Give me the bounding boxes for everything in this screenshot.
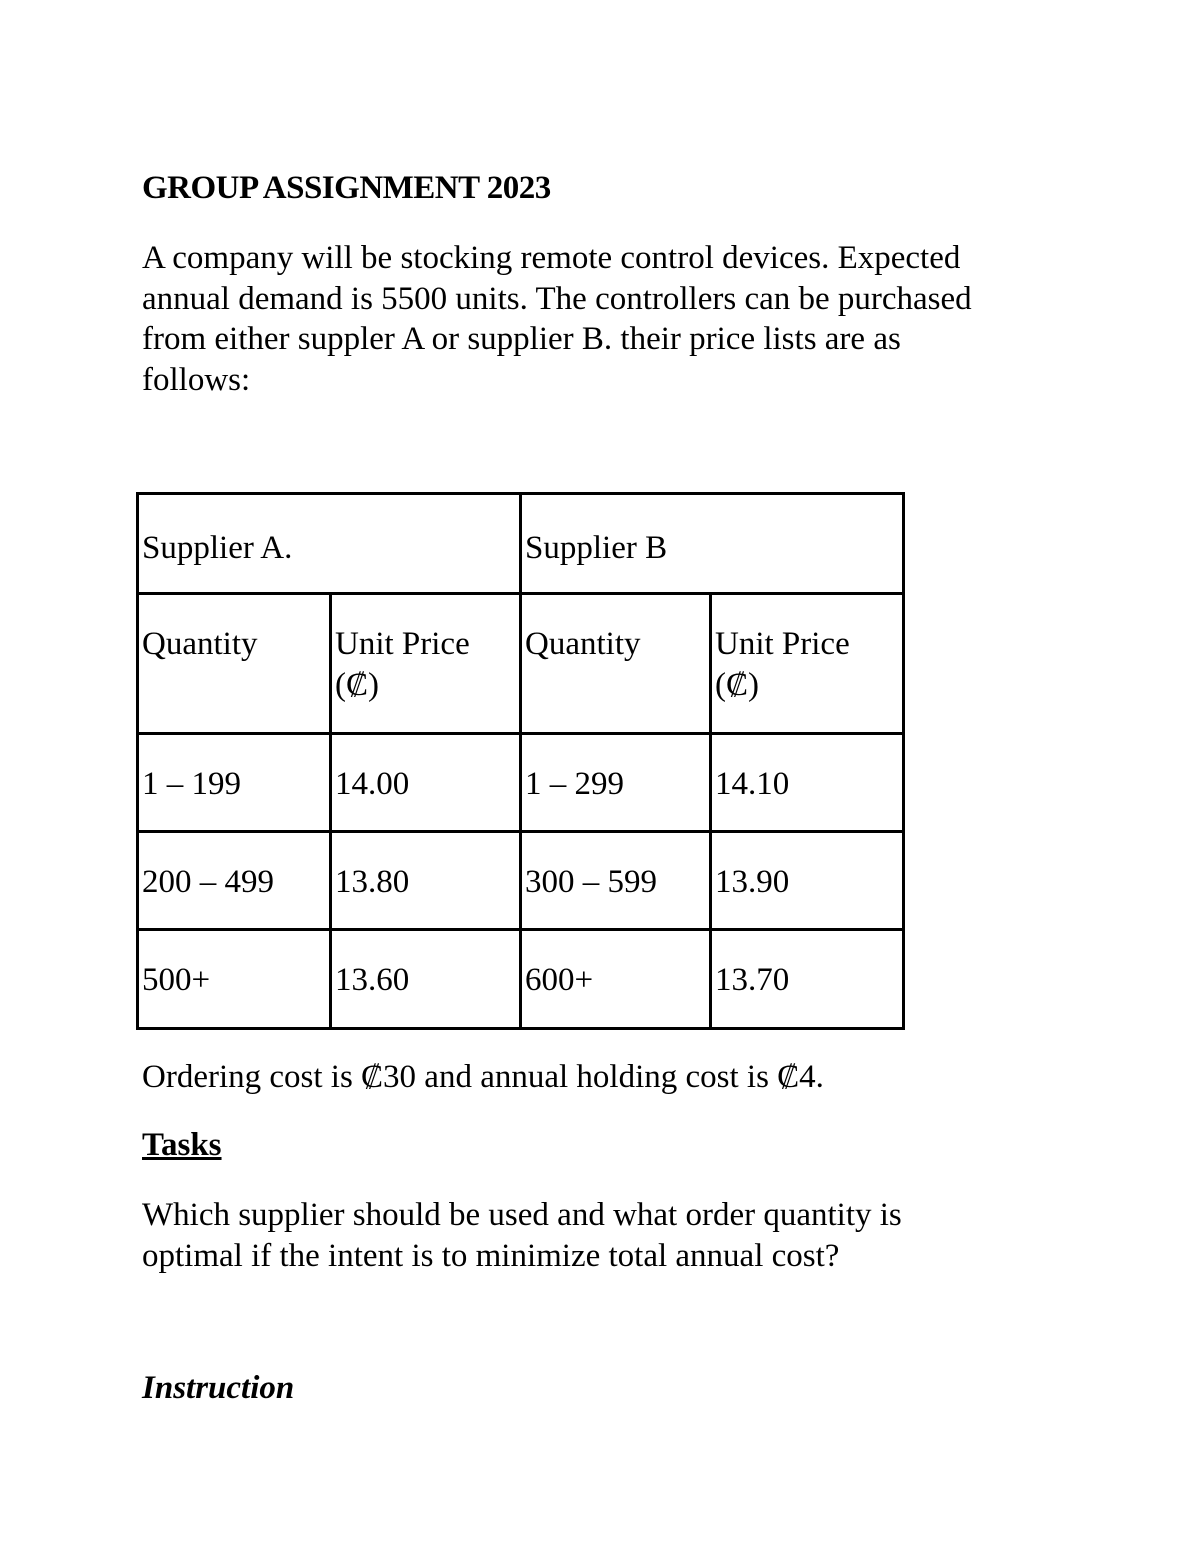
supplier-b-header: Supplier B bbox=[521, 494, 904, 594]
intro-line: A company will be stocking remote control devices. Expected bbox=[142, 240, 961, 276]
supplier-b-quantity-cell: 1 – 299 bbox=[521, 734, 711, 832]
supplier-b-price-cell: 13.90 bbox=[711, 832, 904, 930]
supplier-a-price-cell: 13.60 bbox=[331, 930, 521, 1029]
supplier-b-quantity-header: Quantity bbox=[521, 594, 711, 734]
table-row bbox=[138, 734, 904, 832]
supplier-b-unit-price-header: Unit Price (₡) bbox=[711, 594, 904, 734]
supplier-b-price-cell: 14.10 bbox=[711, 734, 904, 832]
task-question bbox=[142, 1195, 902, 1276]
table-supplier-row bbox=[138, 494, 904, 594]
supplier-b-quantity-cell: 600+ bbox=[521, 930, 711, 1029]
supplier-a-quantity-header: Quantity bbox=[138, 594, 331, 734]
intro-line: annual demand is 5500 units. The controllers can be purchased bbox=[142, 280, 972, 317]
supplier-a-quantity-cell: 1 – 199 bbox=[138, 734, 331, 832]
question-line: optimal if the intent is to minimize total annual cost? bbox=[142, 1237, 840, 1274]
supplier-a-header: Supplier A. bbox=[138, 494, 521, 594]
intro-line: from either suppler A or supplier B. their price lists are as bbox=[142, 321, 901, 357]
supplier-a-quantity-cell: 200 – 499 bbox=[138, 832, 331, 930]
intro-paragraph bbox=[142, 238, 1062, 400]
supplier-a-quantity-cell: 500+ bbox=[138, 930, 331, 1029]
supplier-a-price-cell: 13.80 bbox=[331, 832, 521, 930]
supplier-b-price-cell: 13.70 bbox=[711, 930, 904, 1029]
table-row bbox=[138, 832, 904, 930]
tasks-heading: Tasks bbox=[142, 1127, 222, 1163]
intro-line: follows: bbox=[142, 361, 251, 398]
question-line: Which supplier should be used and what order quantity is bbox=[142, 1197, 902, 1233]
cost-statement: Ordering cost is ₡30 and annual holding cost is ₡4. bbox=[142, 1059, 824, 1095]
supplier-b-quantity-cell: 300 – 599 bbox=[521, 832, 711, 930]
supplier-a-unit-price-header: Unit Price (₡) bbox=[331, 594, 521, 734]
instruction-heading: Instruction bbox=[142, 1370, 295, 1406]
table-header-row bbox=[138, 594, 904, 734]
table-row bbox=[138, 930, 904, 1029]
price-list-table bbox=[136, 492, 905, 1030]
supplier-a-price-cell: 14.00 bbox=[331, 734, 521, 832]
document-title: GROUP ASSIGNMENT 2023 bbox=[142, 170, 551, 206]
